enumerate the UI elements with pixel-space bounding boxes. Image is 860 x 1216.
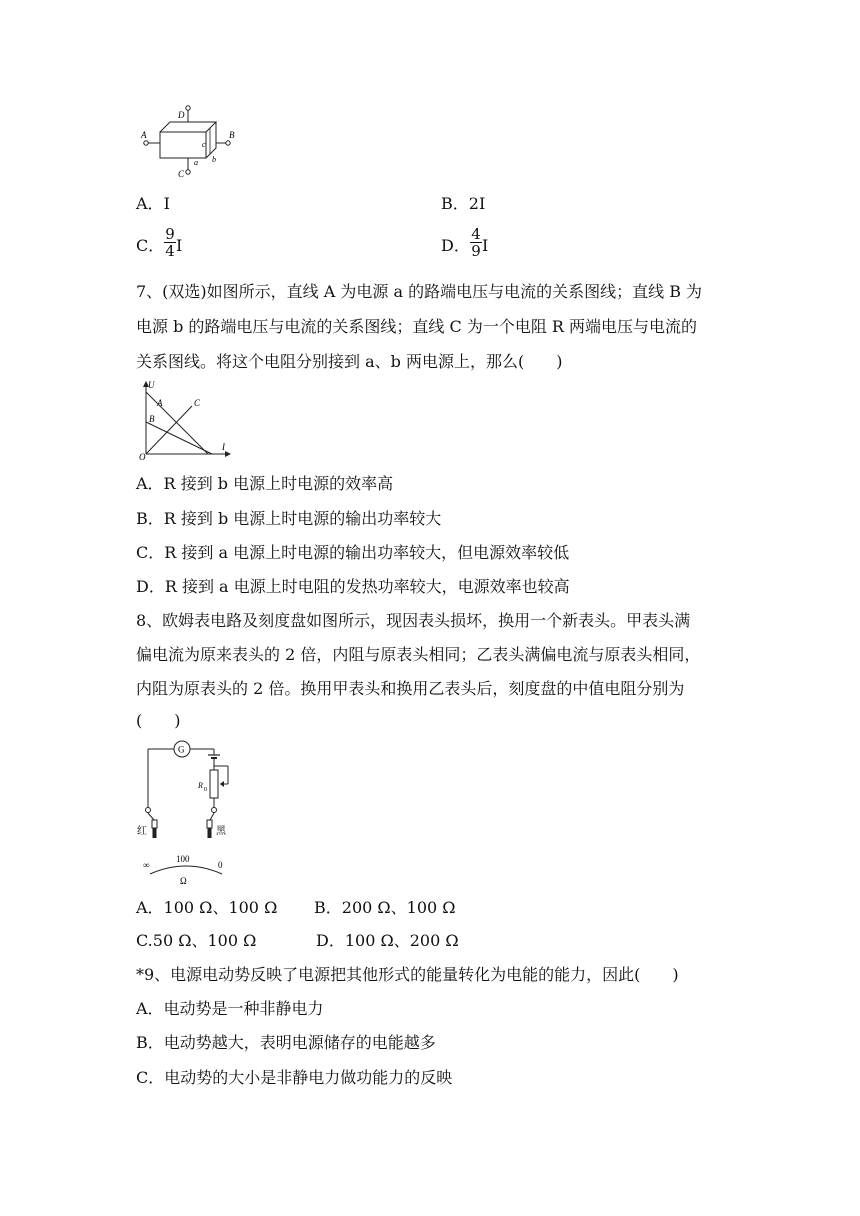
q7-option-b[interactable]: B．R 接到 b 电源上时电源的输出功率较大 xyxy=(136,509,442,528)
q6-option-b[interactable]: B．2I xyxy=(441,194,486,213)
rheostat-subscript: 0 xyxy=(204,787,207,793)
q7-option-a[interactable]: A．R 接到 b 电源上时电源的效率高 xyxy=(136,474,394,493)
q8-stem-line-1: 8、欧姆表电路及刻度盘如图所示，现因表头损坏，换用一个新表头。甲表头满 xyxy=(136,611,691,630)
q6-option-c-fraction: $\frac{9}{4}$ xyxy=(165,225,175,260)
q8-option-d[interactable]: D．100 Ω、200 Ω xyxy=(316,931,459,950)
q8-stem-line-4: ( ) xyxy=(136,711,181,730)
q7-option-c[interactable]: C．R 接到 a 电源上时电源的输出功率较大，但电源效率较低 xyxy=(136,543,570,562)
q7-stem-line-2: 电源 b 的路端电压与电流的关系图线；直线 C 为一个电阻 R 两端电压与电流的 xyxy=(136,317,698,336)
q6-option-d[interactable]: D． xyxy=(441,236,470,255)
line-a-label: A xyxy=(157,398,163,408)
label-c-terminal: C xyxy=(178,169,185,179)
rheostat-label: R xyxy=(198,781,203,790)
q8-option-c[interactable]: C.50 Ω、100 Ω xyxy=(136,931,257,950)
label-a-dim: a xyxy=(194,158,198,167)
q6-option-c[interactable]: C． xyxy=(136,236,165,255)
q9-stem: *9、电源电动势反映了电源把其他形式的能量转化为电能的能力，因此( ) xyxy=(136,965,679,984)
axis-i-label: I xyxy=(222,442,225,452)
line-b-label: B xyxy=(149,414,155,424)
q8-stem-line-3: 内阻为原表头的 2 倍。换用甲表头和换用乙表头后，刻度盘的中值电阻分别为 xyxy=(136,679,685,698)
label-b-dim: b xyxy=(212,155,216,164)
label-c-dim: c xyxy=(202,140,206,149)
origin-label: O xyxy=(139,452,146,462)
q6-option-d-unit: I xyxy=(482,236,489,255)
dial-infinity-label: ∞ xyxy=(143,860,150,870)
q7-stem-line-3: 关系图线。将这个电阻分别接到 a、b 两电源上，那么( ) xyxy=(136,352,563,371)
dial-ohm-label: Ω xyxy=(180,876,187,886)
label-d: D xyxy=(178,110,185,120)
label-b: B xyxy=(229,130,235,140)
black-probe-label: 黑 xyxy=(216,826,226,837)
galvanometer-label: G xyxy=(178,744,185,755)
label-a: A xyxy=(141,130,147,140)
q6-option-d-fraction: $\frac{4}{9}$ xyxy=(471,225,481,260)
q8-option-b[interactable]: B．200 Ω、100 Ω xyxy=(314,898,456,917)
ohmmeter-circuit-figure xyxy=(136,738,246,888)
block-resistor-figure xyxy=(136,102,246,182)
q9-option-c[interactable]: C．电动势的大小是非静电力做功能力的反映 xyxy=(136,1068,453,1087)
red-probe-label: 红 xyxy=(137,826,147,837)
ui-graph-figure xyxy=(136,378,236,464)
q7-option-d[interactable]: D．R 接到 a 电源上时电阻的发热功率较大，电源效率也较高 xyxy=(136,577,570,596)
q8-stem-line-2: 偏电流为原来表头的 2 倍，内阻与原表头相同；乙表头满偏电流与原表头相同， xyxy=(136,645,701,664)
q6-option-c-unit: I xyxy=(176,236,183,255)
q7-stem-line-1: 7、(双选)如图所示，直线 A 为电源 a 的路端电压与电流的关系图线；直线 B 为 xyxy=(136,282,703,301)
q8-option-a[interactable]: A．100 Ω、100 Ω xyxy=(136,898,278,917)
q9-option-b[interactable]: B．电动势越大，表明电源储存的电能越多 xyxy=(136,1033,436,1052)
axis-u-label: U xyxy=(148,380,155,390)
dial-zero-label: 0 xyxy=(218,860,223,870)
line-c-label: C xyxy=(194,398,201,408)
dial-mid-label: 100 xyxy=(176,854,190,864)
q6-option-a[interactable]: A．I xyxy=(136,194,170,213)
q9-option-a[interactable]: A．电动势是一种非静电力 xyxy=(136,999,324,1018)
